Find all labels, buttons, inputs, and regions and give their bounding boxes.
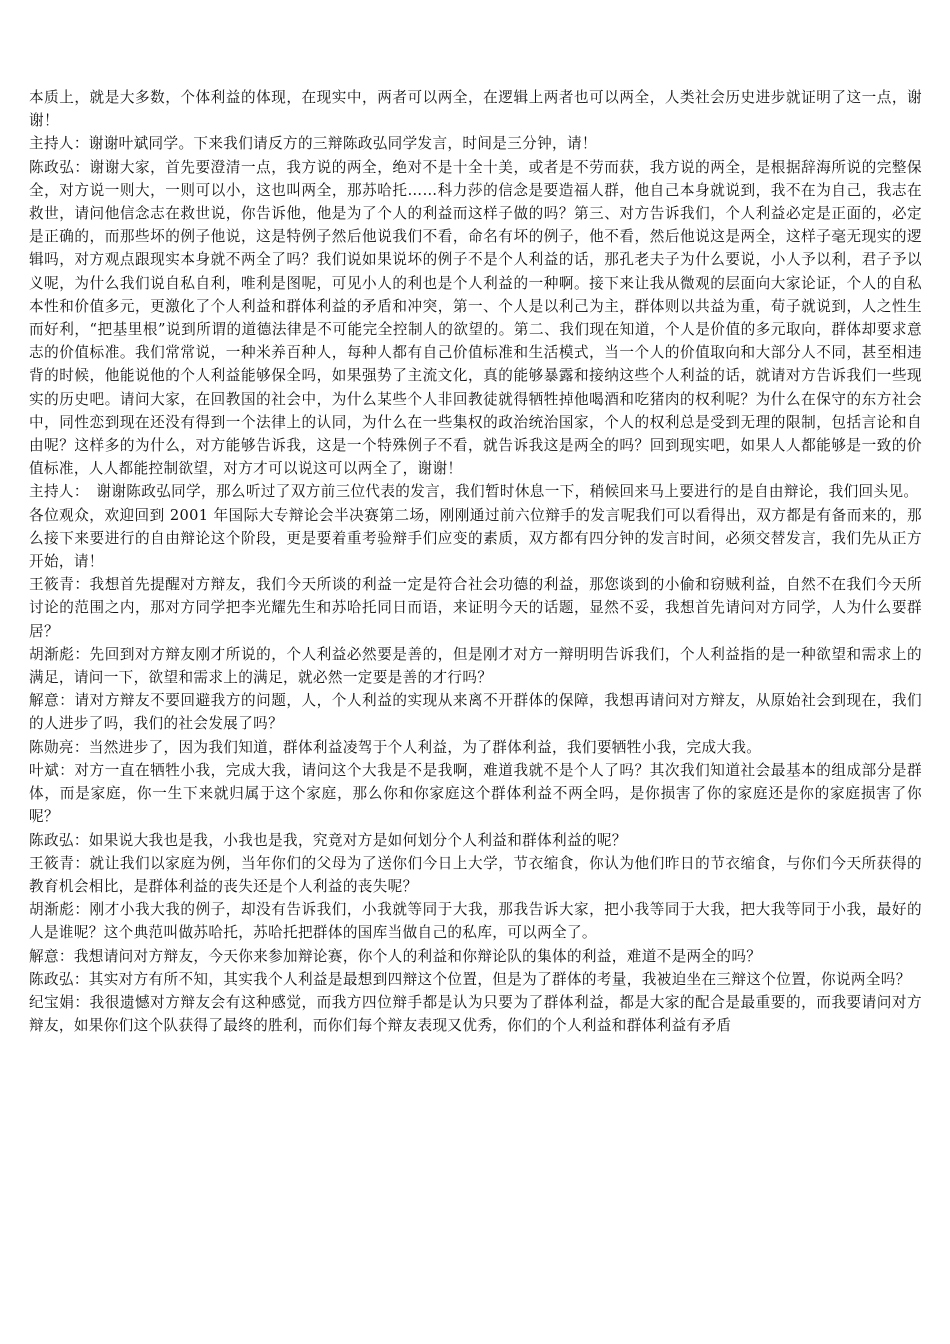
paragraph-debate-turn: 胡渐彪：刚才小我大我的例子，却没有告诉我们，小我就等同于大我，那我告诉大家，把小我等同于大我，把大我等同于小我，最好的人是谁呢？这个典范叫做苏哈托，苏哈托把群体的国库当做自己的私库，可以两全了。 — [29, 901, 922, 942]
paragraph-host-transition: 主持人：谢谢叶斌同学。下来我们请反方的三辩陈政弘同学发言，时间是三分钟，请！ — [29, 135, 597, 153]
paragraph-debate-turn: 陈勋亮：当然进步了，因为我们知道，群体利益凌驾于个人利益，为了群体利益，我们要牺牲小我，完成大我。 — [29, 738, 762, 756]
paragraph-host-welcome-back: 各位观众，欢迎回到 2001 年国际大专辩论会半决赛第二场，刚刚通过前六位辩手的发言呢我们可以看得出，双方都是有备而来的，那么接下来要进行的自由辩论这个阶段，更是要着重考验辩手们应变的素质，双方都有四分钟的发言时间，必须交替发言，我们先从正方开始，请！ — [29, 506, 922, 571]
paragraph-host-break: 主持人： 谢谢陈政弘同学，那么听过了双方前三位代表的发言，我们暂时休息一下，稍候回来马上要进行的是自由辩论，我们回头见。 — [29, 483, 919, 501]
paragraph-debate-turn: 解意：请对方辩友不要回避我方的问题，人，个人利益的实现从来离不开群体的保障，我想再请问对方辩友，从原始社会到现在，我们的人进步了吗，我们的社会发展了吗？ — [29, 692, 922, 733]
paragraph-debate-turn: 陈政弘：其实对方有所不知，其实我个人利益是最想到四辩这个位置，但是为了群体的考量，我被迫坐在三辩这个位置，你说两全吗？ — [29, 970, 911, 988]
paragraph-debate-turn: 陈政弘：如果说大我也是我，小我也是我，究竟对方是如何划分个人利益和群体利益的呢？ — [29, 831, 627, 849]
paragraph-third-speaker-speech: 陈政弘：谢谢大家，首先要澄清一点，我方说的两全，绝对不是十全十美，或者是不劳而获，我方说的两全，是根据辞海所说的完整保全，对方说一则大，一则可以小，这也叫两全，那苏哈托……科力莎的信念是要造福人群，他自己本身就说到，我不在为自己，我志在救世，请问他信念志在救世说，你告诉他，他是为了个人的利益而这样子做的吗？第三、对方告诉我们，个人利益必定是正面的，必定是正确的，而那些坏的例子他说，这是特例子然后他说我们不看，命名有坏的例子，他不看，然后他说这是两全，这样子毫无现实的逻辑吗，对方观点跟现实本身就不两全了吗？我们说如果说坏的例子不是个人利益的话，那孔老夫子为什么要说，小人予以利，君子予以义呢，为什么我们说自私自利，唯利是图呢，可见小人的利也是个人利益的一种啊。接下来让我从微观的层面向大家论证，个人的自私本性和价值多元，更激化了个人利益和群体利益的矛盾和冲突，第一、个人是以利己为主，群体则以共益为重，荀子就说到，人之性生而好利，“把基里根”说到所谓的道德法律是不可能完全控制人的欲望的。第二、我们现在知道，个人是价值的多元取向，群体却要求意志的价值标准。我们常常说，一种米养百种人，每种人都有自己价值标准和生活模式，当一个人的价值取向和大部分人不同，甚至相违背的时候，他能说他的个人利益能够保全吗，如果强势了主流文化，真的能够暴露和接纳这些个人利益的话，就请对方告诉我们一些现实的历史吧。请问大家，在回教国的社会中，为什么某些个人非回教徒就得牺牲掉他喝酒和吃猪肉的权利呢？为什么在保守的东方社会中，同性恋到现在还没有得到一个法律上的认同，为什么在一些集权的政治统治国家，个人的权利总是受到无理的限制，包括言论和自由呢？这样多的为什么，对方能够告诉我，这是一个特殊例子不看，就告诉我这是两全的吗？回到现实吧，如果人人都能够是一致的价值标准，人人都能控制欲望，对方才可以说这可以两全了，谢谢！ — [29, 158, 922, 478]
paragraph-debate-turn: 胡渐彪：先回到对方辩友刚才所说的，个人利益必然要是善的，但是刚才对方一辩明明告诉我们，个人利益指的是一种欲望和需求上的满足，请问一下，欲望和需求上的满足，就必然一定要是善的才行吗？ — [29, 645, 922, 687]
paragraph-debate-turn: 纪宝娟：我很遗憾对方辩友会有这种感觉，而我方四位辩手都是认为只要为了群体利益，都是大家的配合是最重要的，而我要请问对方辩友，如果你们这个队获得了最终的胜利，而你们每个辩友表现又优秀，你们的个人利益和群体利益有矛盾 — [29, 993, 922, 1035]
paragraph-debate-turn: 解意：我想请问对方辩友，今天你来参加辩论赛，你个人的利益和你辩论队的集体的利益，难道不是两全的吗？ — [29, 947, 762, 965]
paragraph-debate-turn: 王筱青：我想首先提醒对方辩友，我们今天所谈的利益一定是符合社会功德的利益，那您谈到的小偷和窃贼利益，自然不在我们今天所讨论的范围之内，那对方同学把李光耀先生和苏哈托同日而语，来证明今天的话题，显然不妥，我想首先请问对方同学，人为什么要群居？ — [29, 576, 922, 640]
paragraph-debate-turn: 叶斌：对方一直在牺牲小我，完成大我，请问这个大我是不是我啊，难道我就不是个人了吗？其次我们知道社会最基本的组成部分是群体，而是家庭，你一生下来就归属于这个家庭，那么你和你家庭这个群体利益不两全吗，是你损害了你的家庭还是你的家庭损害了你呢？ — [29, 761, 922, 826]
paragraph-intro-conclusion: 本质上，就是大多数，个体利益的体现，在现实中，两者可以两全，在逻辑上两者也可以两全，人类社会历史进步就证明了这一点，谢谢！ — [29, 89, 922, 130]
paragraph-debate-turn: 王筱青：就让我们以家庭为例，当年你们的父母为了送你们今日上大学，节衣缩食，你认为他们昨日的节衣缩食，与你们今天所获得的教育机会相比，是群体利益的丧失还是个人利益的丧失呢？ — [29, 854, 922, 895]
